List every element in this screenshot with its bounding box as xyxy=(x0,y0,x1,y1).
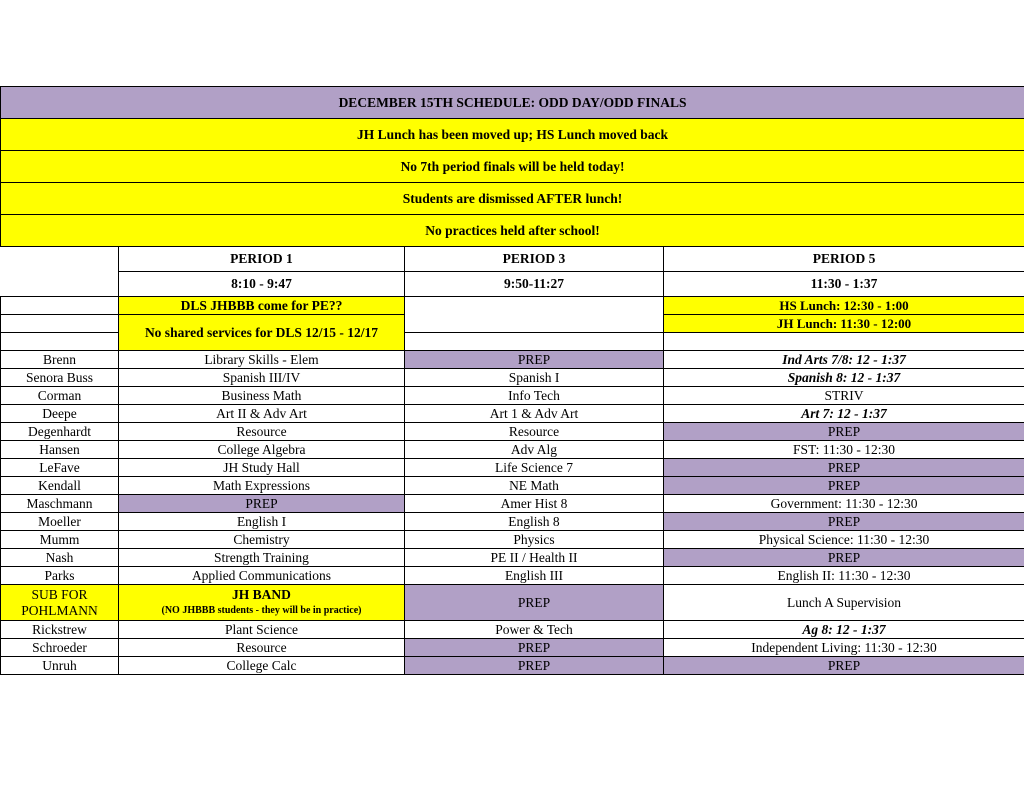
table-row xyxy=(1,495,1024,513)
period-3-cell: PREP xyxy=(405,585,664,621)
teacher-name: Rickstrew xyxy=(1,621,119,639)
teacher-name: Senora Buss xyxy=(1,369,119,387)
period-5-cell: Ind Arts 7/8: 12 - 1:37 xyxy=(664,351,1024,369)
period-3-cell: PE II / Health II xyxy=(405,549,664,567)
period-1-cell: Plant Science xyxy=(119,621,405,639)
period-3-cell: English III xyxy=(405,567,664,585)
period-3-time: 9:50-11:27 xyxy=(405,272,664,297)
sub-for-label: SUB FOR xyxy=(31,586,88,602)
period-5-cell: PREP xyxy=(664,549,1024,567)
period-5-cell: Independent Living: 11:30 - 12:30 xyxy=(664,639,1024,657)
note-jh-lunch: JH Lunch: 11:30 - 12:00 xyxy=(664,315,1024,333)
jh-band-note: (NO JHBBB students - they will be in practice) xyxy=(161,604,362,616)
period-5-cell: STRIV xyxy=(664,387,1024,405)
note-dls-pe: DLS JHBBB come for PE?? xyxy=(119,297,405,315)
table-row xyxy=(1,513,1024,531)
teacher-name-sub xyxy=(1,585,119,621)
period-1-cell-band xyxy=(119,585,405,621)
teacher-name: Mumm xyxy=(1,531,119,549)
table-row xyxy=(1,405,1024,423)
period-3-cell: Art 1 & Adv Art xyxy=(405,405,664,423)
period-1-cell: Spanish III/IV xyxy=(119,369,405,387)
period-5-cell: PREP xyxy=(664,657,1024,675)
teacher-name: Hansen xyxy=(1,441,119,459)
period-3-cell: PREP xyxy=(405,639,664,657)
teacher-name: Brenn xyxy=(1,351,119,369)
schedule-title: DECEMBER 15TH SCHEDULE: ODD DAY/ODD FINALS xyxy=(1,87,1024,119)
sub-teacher-name: POHLMANN xyxy=(21,602,98,618)
period-5-cell: PREP xyxy=(664,513,1024,531)
period-3-cell: Resource xyxy=(405,423,664,441)
period-3-cell: Spanish I xyxy=(405,369,664,387)
period-5-header: PERIOD 5 xyxy=(664,247,1024,272)
period-5-cell: Physical Science: 11:30 - 12:30 xyxy=(664,531,1024,549)
schedule-table xyxy=(0,86,1024,675)
period-3-cell: Life Science 7 xyxy=(405,459,664,477)
table-row xyxy=(1,387,1024,405)
period-1-cell: Strength Training xyxy=(119,549,405,567)
teacher-name: Corman xyxy=(1,387,119,405)
header-blank-cell xyxy=(1,247,119,297)
teacher-name: Maschmann xyxy=(1,495,119,513)
period-3-cell: English 8 xyxy=(405,513,664,531)
period-1-cell: Chemistry xyxy=(119,531,405,549)
period-1-cell: PREP xyxy=(119,495,405,513)
teacher-name: Schroeder xyxy=(1,639,119,657)
period-3-cell: NE Math xyxy=(405,477,664,495)
period-1-cell: College Algebra xyxy=(119,441,405,459)
period-5-cell: PREP xyxy=(664,459,1024,477)
period-3-cell: Physics xyxy=(405,531,664,549)
period-3-cell: Power & Tech xyxy=(405,621,664,639)
period-3-cell: PREP xyxy=(405,657,664,675)
teacher-name: Kendall xyxy=(1,477,119,495)
teacher-name: Moeller xyxy=(1,513,119,531)
period-1-cell: Resource xyxy=(119,639,405,657)
period-1-cell: Business Math xyxy=(119,387,405,405)
period-1-header: PERIOD 1 xyxy=(119,247,405,272)
table-row-sub xyxy=(1,585,1024,621)
period-5-cell: Ag 8: 12 - 1:37 xyxy=(664,621,1024,639)
period-5-cell: Lunch A Supervision xyxy=(664,585,1024,621)
note-hs-lunch: HS Lunch: 12:30 - 1:00 xyxy=(664,297,1024,315)
banner-lunch-change: JH Lunch has been moved up; HS Lunch moved back xyxy=(1,119,1024,151)
period-5-cell: PREP xyxy=(664,423,1024,441)
table-row xyxy=(1,621,1024,639)
banner-no-7th-finals: No 7th period finals will be held today! xyxy=(1,151,1024,183)
table-row xyxy=(1,531,1024,549)
period-1-cell: Art II & Adv Art xyxy=(119,405,405,423)
table-row xyxy=(1,567,1024,585)
table-row xyxy=(1,351,1024,369)
table-row xyxy=(1,423,1024,441)
period-3-header: PERIOD 3 xyxy=(405,247,664,272)
table-row xyxy=(1,369,1024,387)
note-no-shared-services: No shared services for DLS 12/15 - 12/17 xyxy=(119,315,405,351)
period-3-cell: Adv Alg xyxy=(405,441,664,459)
period-1-cell: Math Expressions xyxy=(119,477,405,495)
teacher-name: Degenhardt xyxy=(1,423,119,441)
period-1-cell: College Calc xyxy=(119,657,405,675)
banner-no-practices: No practices held after school! xyxy=(1,215,1024,247)
period-1-cell: English I xyxy=(119,513,405,531)
table-row xyxy=(1,477,1024,495)
period-5-cell: English II: 11:30 - 12:30 xyxy=(664,567,1024,585)
period-5-cell: Art 7: 12 - 1:37 xyxy=(664,405,1024,423)
teacher-name: Nash xyxy=(1,549,119,567)
period-3-cell: PREP xyxy=(405,351,664,369)
table-row xyxy=(1,549,1024,567)
table-row xyxy=(1,441,1024,459)
banner-dismissal: Students are dismissed AFTER lunch! xyxy=(1,183,1024,215)
period-1-cell: Resource xyxy=(119,423,405,441)
period-1-cell: JH Study Hall xyxy=(119,459,405,477)
table-row xyxy=(1,657,1024,675)
teacher-name: LeFave xyxy=(1,459,119,477)
jh-band-label: JH BAND xyxy=(232,586,291,602)
table-row xyxy=(1,459,1024,477)
period-5-cell: Spanish 8: 12 - 1:37 xyxy=(664,369,1024,387)
period-5-cell: PREP xyxy=(664,477,1024,495)
teacher-name: Deepe xyxy=(1,405,119,423)
teacher-name: Unruh xyxy=(1,657,119,675)
period-1-time: 8:10 - 9:47 xyxy=(119,272,405,297)
period-3-cell: Amer Hist 8 xyxy=(405,495,664,513)
period-5-cell: FST: 11:30 - 12:30 xyxy=(664,441,1024,459)
period-1-cell: Applied Communications xyxy=(119,567,405,585)
period-1-cell: Library Skills - Elem xyxy=(119,351,405,369)
period-5-cell: Government: 11:30 - 12:30 xyxy=(664,495,1024,513)
period-3-cell: Info Tech xyxy=(405,387,664,405)
table-row xyxy=(1,639,1024,657)
period-5-time: 11:30 - 1:37 xyxy=(664,272,1024,297)
teacher-name: Parks xyxy=(1,567,119,585)
